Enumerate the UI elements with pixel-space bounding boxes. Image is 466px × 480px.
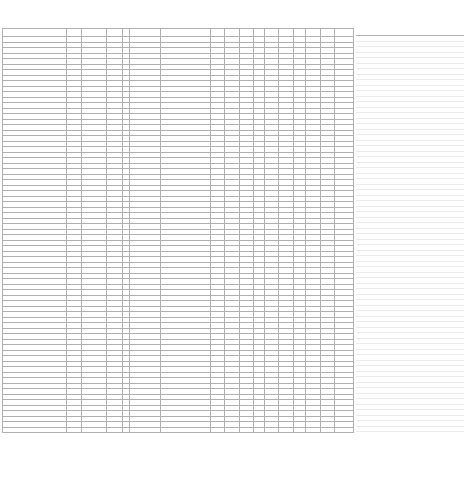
table-cell — [225, 427, 240, 433]
column-header — [129, 29, 160, 37]
column-header — [3, 29, 67, 37]
table-cell — [129, 427, 160, 433]
table-row — [3, 427, 354, 433]
column-header — [293, 29, 305, 37]
column-header — [106, 29, 123, 37]
table-cell — [254, 427, 264, 433]
column-header — [264, 29, 279, 37]
table-cell — [279, 427, 294, 433]
column-header — [254, 29, 264, 37]
organization-header — [2, 2, 62, 14]
table-cell — [239, 427, 254, 433]
notes-lines — [356, 36, 464, 432]
column-header — [67, 29, 82, 37]
table-cell — [306, 427, 321, 433]
table-cell — [81, 427, 106, 433]
table-body — [3, 37, 354, 433]
column-header — [81, 29, 106, 37]
table-header-row — [3, 29, 354, 37]
table-cell — [160, 427, 210, 433]
notes-header — [356, 28, 464, 36]
data-table — [2, 28, 354, 433]
column-header — [239, 29, 254, 37]
header-line — [2, 6, 62, 9]
table-cell — [210, 427, 225, 433]
table-cell — [335, 427, 354, 433]
table-cell — [3, 427, 67, 433]
column-header — [279, 29, 294, 37]
note-line — [356, 427, 464, 433]
table-cell — [106, 427, 123, 433]
table-cell — [67, 427, 82, 433]
header-line — [2, 10, 62, 13]
table-cell — [320, 427, 335, 433]
column-header — [306, 29, 321, 37]
table-cell — [264, 427, 279, 433]
table-cell — [293, 427, 305, 433]
column-header — [225, 29, 240, 37]
column-header — [210, 29, 225, 37]
column-header — [320, 29, 335, 37]
header-line — [2, 2, 62, 5]
column-header — [335, 29, 354, 37]
column-header — [160, 29, 210, 37]
